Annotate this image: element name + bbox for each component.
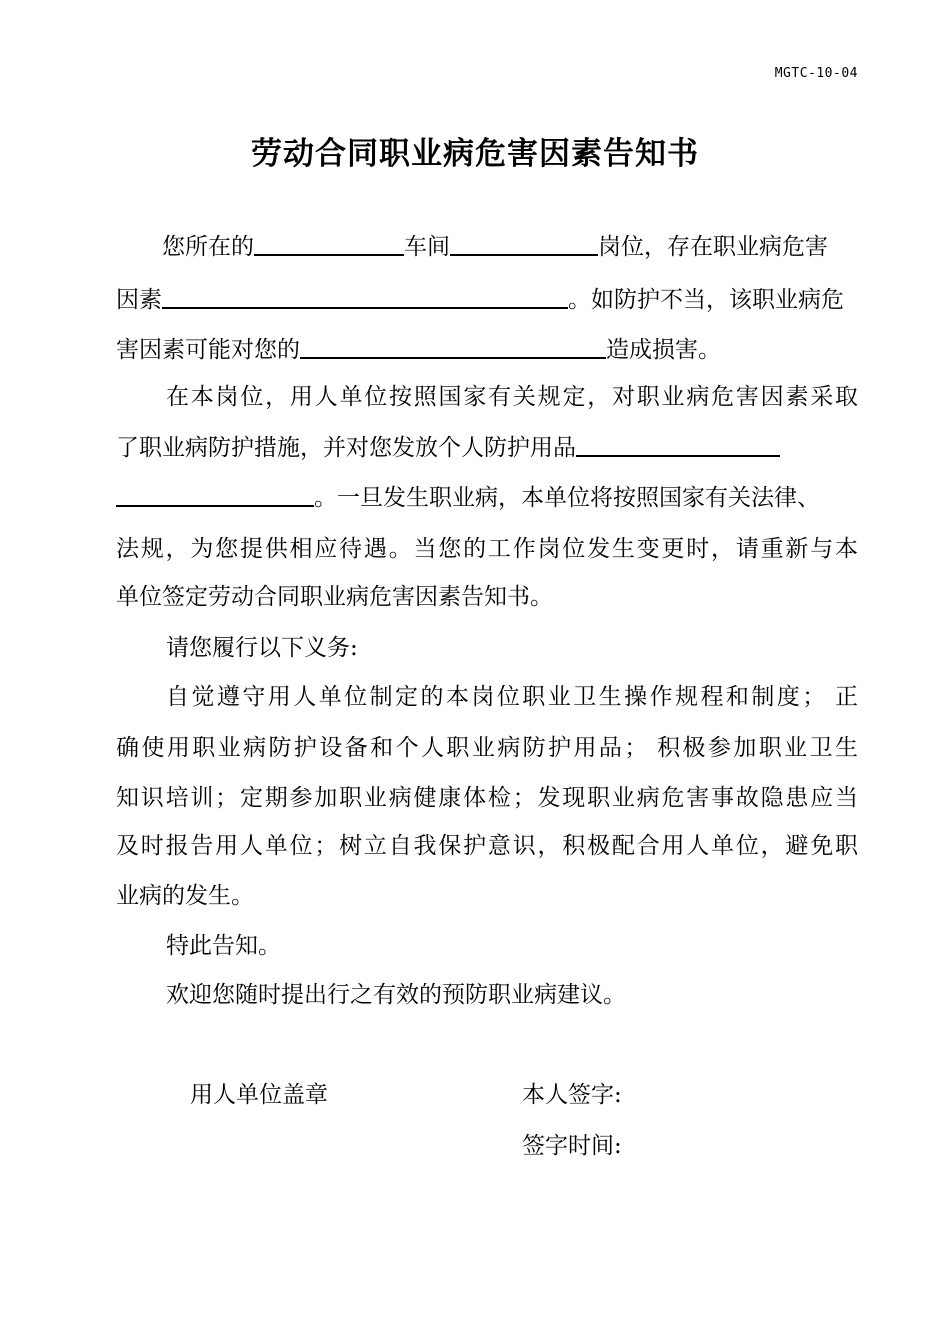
harm-target-blank[interactable] [300,333,606,359]
paragraph-1-line-2: 因素 。如防护不当，该职业病危 [116,283,858,317]
paragraph-2-line-2: 了职业病防护措施，并对您发放个人防护用品 [116,431,858,465]
hazard-factor-blank[interactable] [162,283,568,309]
workshop-blank[interactable] [254,230,404,256]
employer-stamp-label: 用人单位盖章 [190,1082,328,1108]
paragraph-2-line-5: 单位签定劳动合同职业病危害因素告知书。 [116,584,553,610]
position-blank[interactable] [450,230,598,256]
signature-date-label: 签字时间: [522,1133,622,1159]
paragraph-4-line-1: 自觉遵守用人单位制定的本岗位职业卫生操作规程和制度； 正 [166,684,858,710]
paragraph-4-line-3: 知识培训；定期参加职业病健康体检；发现职业病危害事故隐患应当 [116,785,858,811]
paragraph-2-line-1: 在本岗位，用人单位按照国家有关规定，对职业病危害因素采取 [166,384,858,410]
protective-equipment-blank-2[interactable] [116,481,314,507]
paragraph-2-line-4: 法规，为您提供相应待遇。当您的工作岗位发生变更时，请重新与本 [116,536,858,562]
obligations-intro: 请您履行以下义务: [166,635,358,661]
paragraph-4-line-4: 及时报告用人单位；树立自我保护意识，积极配合用人单位，避免职 [116,833,858,859]
employee-signature-label: 本人签字: [522,1082,622,1108]
protective-equipment-blank-1[interactable] [576,431,780,457]
page-title: 劳动合同职业病危害因素告知书 [251,136,699,172]
paragraph-4-line-5: 业病的发生。 [116,883,254,909]
paragraph-2-line-3: 。一旦发生职业病，本单位将按照国家有关法律、 [116,481,858,515]
document-code: MGTC-10-04 [774,66,858,81]
paragraph-1-line-1: 您所在的 车间 岗位，存在职业病危害 [116,230,858,264]
paragraph-1-line-3: 害因素可能对您的 造成损害。 [116,333,858,367]
notice-statement: 特此告知。 [166,933,281,959]
paragraph-4-line-2: 确使用职业病防护设备和个人职业病防护用品； 积极参加职业卫生 [116,735,858,761]
suggestion-statement: 欢迎您随时提出行之有效的预防职业病建议。 [166,982,626,1008]
